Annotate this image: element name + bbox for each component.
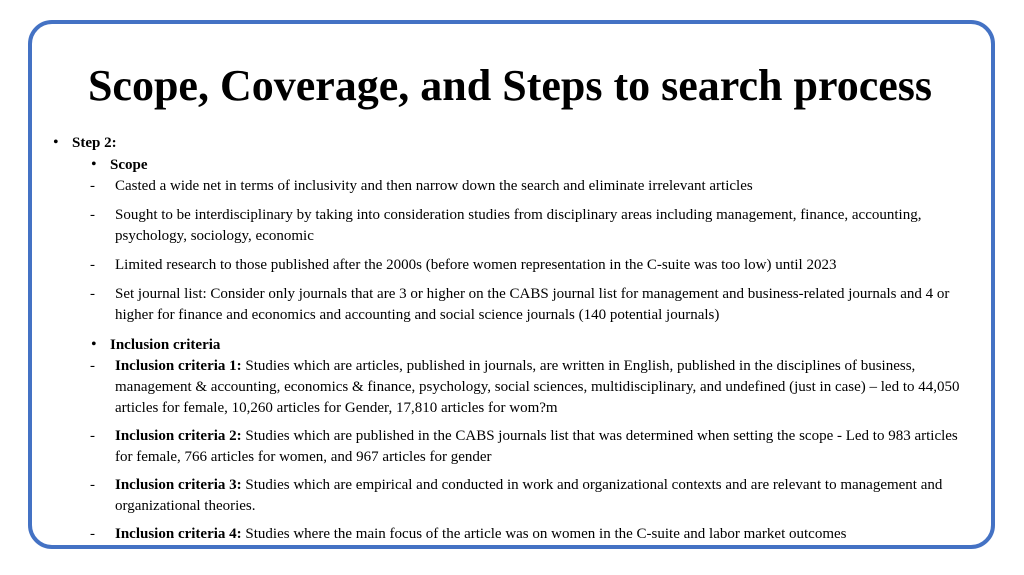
dash-icon: - — [90, 257, 95, 273]
inclusion-item-lead: Inclusion criteria 2: — [115, 428, 242, 444]
scope-item: Set journal list: Consider only journals that are 3 or higher on the CABS journal list for management and business-related journals and 4 or higher for finance and economics and accounting and social science journals (140 potential journals) — [115, 286, 950, 323]
inclusion-item-text: Studies which are articles, published in journals, are written in English, published in the disciplines of business, management & accounting, economics & finance, psychology, social sciences, multidisciplinary, and undefined (just in case) – led to 44,050 articles for female, 10,260 articles for Gender, 17,810 articles for wom?m — [115, 358, 960, 416]
scope-heading: Scope — [110, 157, 148, 173]
dash-icon: - — [90, 178, 95, 194]
scope-item: Casted a wide net in terms of inclusivity and then narrow down the search and eliminate irrelevant articles — [115, 178, 753, 194]
inclusion-item-lead: Inclusion criteria 4: — [115, 526, 242, 542]
inclusion-item-text: Studies where the main focus of the article was on women in the C-suite and labor market outcomes — [241, 526, 847, 542]
inclusion-item — [115, 426, 965, 468]
slide-title: Scope, Coverage, and Steps to search process — [87, 61, 933, 110]
dash-icon: - — [90, 526, 95, 542]
scope-item: Sought to be interdisciplinary by taking into consideration studies from disciplinary areas including management, finance, accounting, psychology, sociology, economic — [115, 207, 922, 244]
dash-icon: - — [90, 286, 95, 302]
bullet-icon: • — [53, 134, 59, 151]
scope-item: Limited research to those published after the 2000s (before women representation in the C-suite was too low) until 2023 — [115, 257, 837, 273]
inclusion-item-lead: Inclusion criteria 1: — [115, 358, 242, 374]
inclusion-item-lead: Inclusion criteria 3: — [115, 477, 242, 493]
inclusion-item — [115, 524, 965, 545]
inclusion-heading: Inclusion criteria — [110, 337, 221, 353]
bullet-icon: • — [91, 156, 97, 173]
step-label: Step 2: — [72, 135, 117, 151]
dash-icon: - — [90, 477, 95, 493]
dash-icon: - — [90, 428, 95, 444]
dash-icon: - — [90, 207, 95, 223]
dash-icon: - — [90, 358, 95, 374]
inclusion-item-text: Studies which are empirical and conducted in work and organizational contexts and are relevant to management and organizational theories. — [115, 477, 943, 514]
bullet-icon: • — [91, 336, 97, 353]
inclusion-item-text: Studies which are published in the CABS journals list that was determined when setting the scope - Led to 983 articles for female, 766 articles for women, and 967 articles for gender — [115, 428, 958, 465]
inclusion-item — [115, 475, 965, 517]
inclusion-item — [115, 356, 965, 419]
